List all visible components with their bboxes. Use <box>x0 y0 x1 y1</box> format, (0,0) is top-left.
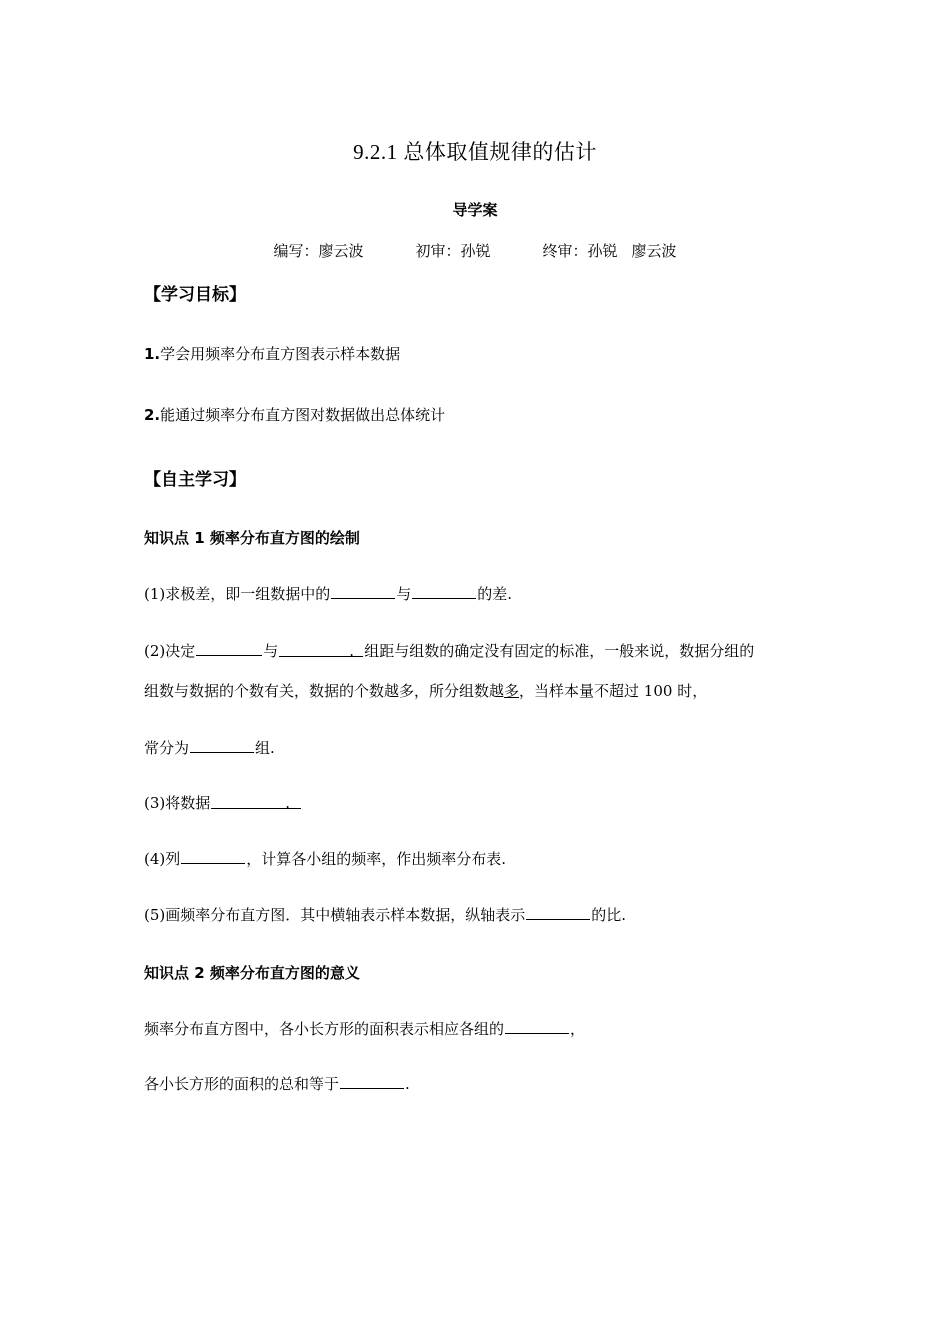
goal-item-2-text: 能通过频率分布直方图对数据做出总体统计 <box>160 406 446 424</box>
fill-blank[interactable] <box>211 794 301 812</box>
step-2-dot: . <box>349 642 355 660</box>
step-2-line-3-text-a: 常分为 <box>144 739 190 757</box>
step-2-text-b: 与 <box>263 642 279 660</box>
step-2 <box>144 640 754 661</box>
step-5 <box>144 904 626 925</box>
step-2-line-2-underlined: 多 <box>504 682 520 700</box>
step-2-line-3-text-b: 组. <box>255 739 275 757</box>
goal-item-2-number: 2. <box>144 406 161 424</box>
editor-credit: 编写：廖云波 <box>273 242 364 260</box>
step-1-text-c: 的差. <box>477 585 513 603</box>
meaning-line-1 <box>144 1018 585 1039</box>
fill-blank[interactable] <box>181 849 245 864</box>
fill-blank[interactable] <box>331 584 395 599</box>
step-2-line-3 <box>144 737 275 758</box>
meaning-line-2-text-b: . <box>405 1075 410 1093</box>
step-1 <box>144 583 512 604</box>
goal-item-1-number: 1. <box>144 345 161 363</box>
goal-item-1 <box>144 343 400 364</box>
self-study-heading: 【自主学习】 <box>144 470 246 490</box>
learning-goals-heading: 【学习目标】 <box>144 285 246 305</box>
step-2-text-a: (2)决定 <box>144 642 196 660</box>
step-4-text-a: (4)列 <box>144 850 181 868</box>
step-1-text-a: (1)求极差，即一组数据中的 <box>144 585 331 603</box>
step-4 <box>144 848 506 869</box>
first-review-credit: 初审：孙锐 <box>415 242 491 260</box>
step-1-text-b: 与 <box>396 585 412 603</box>
authors-line <box>0 240 950 261</box>
knowledge-point-1-title: 知识点 1 频率分布直方图的绘制 <box>144 529 360 547</box>
meaning-line-2-text-a: 各小长方形的面积的总和等于 <box>144 1075 340 1093</box>
step-3-dot: . <box>285 794 291 812</box>
final-review-second-credit: 廖云波 <box>631 242 677 260</box>
step-5-text-a: (5)画频率分布直方图．其中横轴表示样本数据，纵轴表示 <box>144 906 526 924</box>
meaning-line-1-text-a: 频率分布直方图中，各小长方形的面积表示相应各组的 <box>144 1020 505 1038</box>
fill-blank[interactable] <box>279 642 363 660</box>
meaning-line-1-text-b: ， <box>570 1020 586 1038</box>
page-subtitle: 导学案 <box>452 201 498 219</box>
knowledge-point-2-title: 知识点 2 频率分布直方图的意义 <box>144 964 360 982</box>
step-2-line-2-text-b: ，当样本量不超过 100 时， <box>519 682 708 700</box>
meaning-line-2 <box>144 1073 410 1094</box>
fill-blank[interactable] <box>196 641 262 656</box>
step-2-line-2-text-a: 组数与数据的个数有关，数据的个数越多，所分组数越 <box>144 682 505 700</box>
step-3-text-a: (3)将数据 <box>144 794 211 812</box>
goal-item-2 <box>144 404 445 425</box>
step-4-text-b: ，计算各小组的频率，作出频率分布表. <box>246 850 507 868</box>
fill-blank[interactable] <box>190 738 254 753</box>
step-2-text-c: 组距与组数的确定没有固定的标准，一般来说，数据分组的 <box>364 642 755 660</box>
fill-blank[interactable] <box>505 1019 569 1034</box>
fill-blank[interactable] <box>340 1074 404 1089</box>
page-title: 9.2.1 总体取值规律的估计 <box>353 140 597 164</box>
fill-blank[interactable] <box>526 905 590 920</box>
step-5-text-b: 的比. <box>591 906 627 924</box>
goal-item-1-text: 学会用频率分布直方图表示样本数据 <box>160 345 401 363</box>
final-review-credit: 终审：孙锐 <box>542 242 618 260</box>
step-2-line-2 <box>144 680 707 701</box>
step-3 <box>144 792 302 813</box>
fill-blank[interactable] <box>412 584 476 599</box>
